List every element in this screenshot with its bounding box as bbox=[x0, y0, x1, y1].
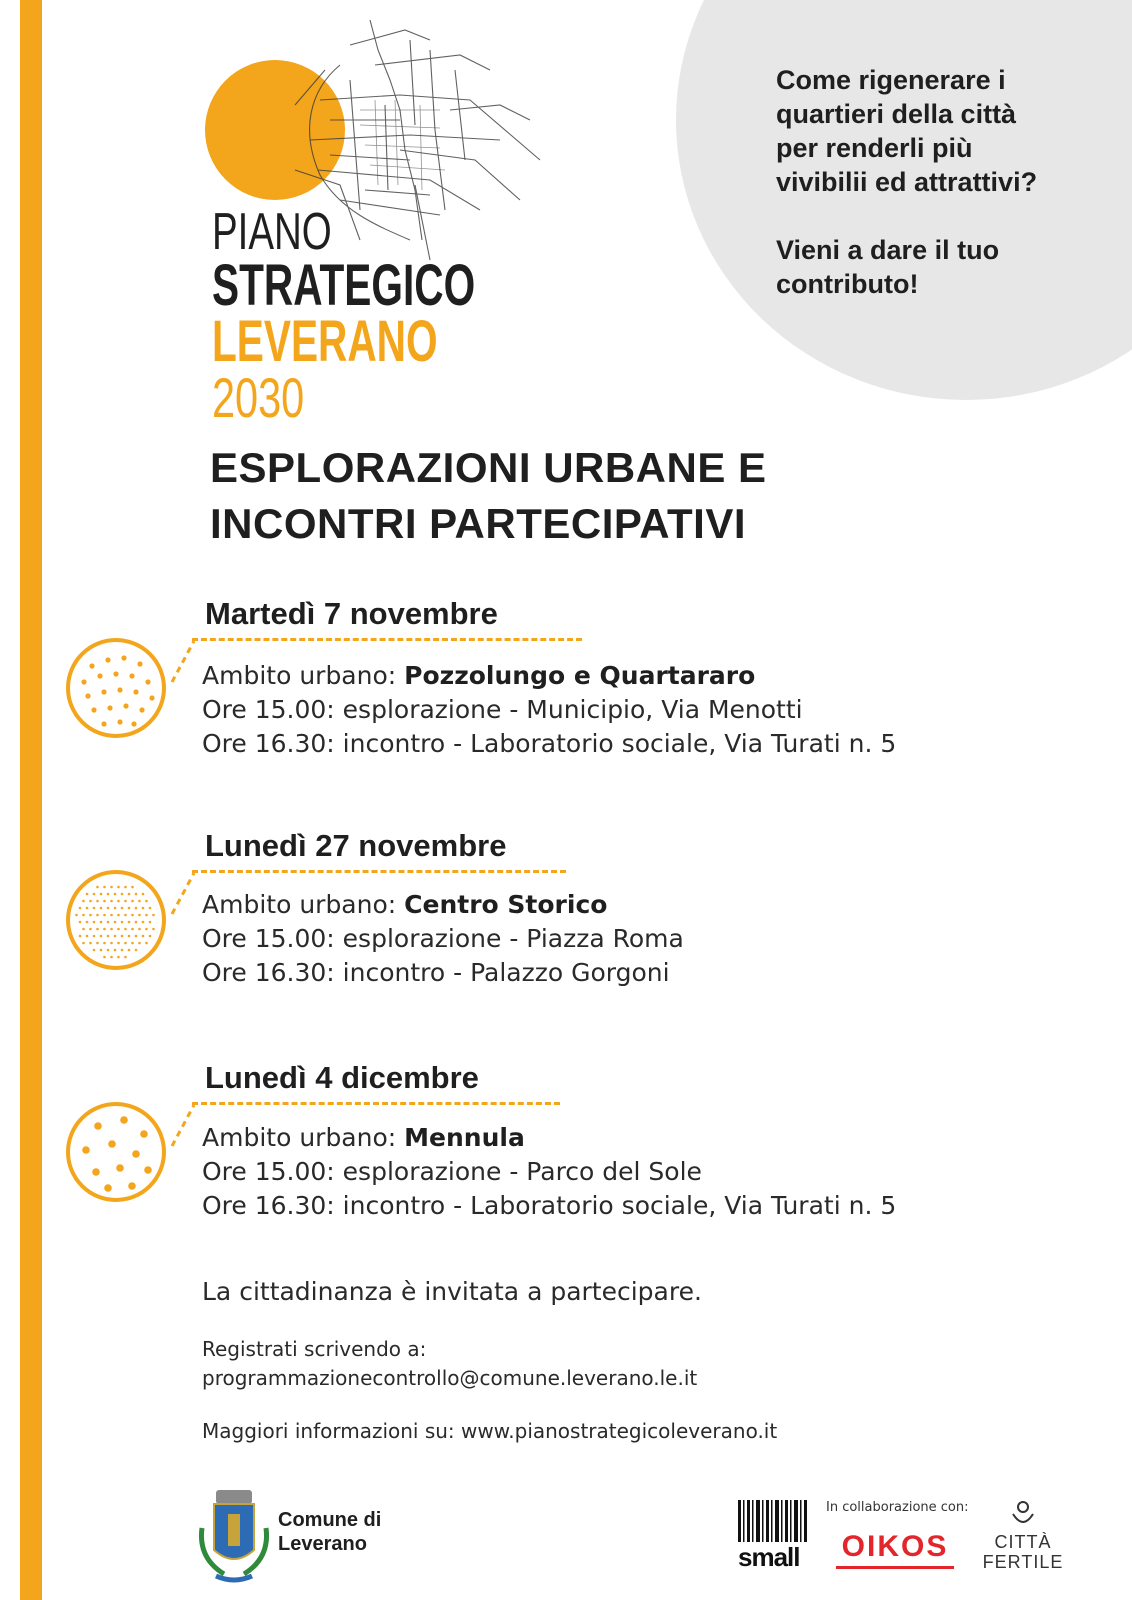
event-3-date: Lunedì 4 dicembre bbox=[205, 1060, 479, 1095]
registration-label: Registrati scrivendo a: bbox=[202, 1337, 427, 1361]
logo-word-piano: PIANO bbox=[212, 203, 332, 261]
event-1-ambito: Pozzolungo e Quartararo bbox=[404, 661, 756, 690]
event-1-divider bbox=[192, 638, 582, 641]
callout-question-1: Come rigenerare i bbox=[776, 65, 1006, 95]
event-3-ambito-label: Ambito urbano: bbox=[202, 1123, 397, 1152]
registration-email[interactable]: programmazionecontrollo@comune.leverano.le.it bbox=[202, 1366, 698, 1390]
oikos-underline bbox=[836, 1566, 954, 1569]
event-2-details bbox=[202, 888, 684, 990]
citta-fertile-logo bbox=[978, 1532, 1068, 1572]
event-2-date: Lunedì 27 novembre bbox=[205, 828, 507, 863]
event-3-meeting: Ore 16.30: incontro - Laboratorio sociale, Via Turati n. 5 bbox=[202, 1191, 897, 1220]
citta-line-2: FERTILE bbox=[982, 1552, 1064, 1572]
callout-question-4: vivibilii ed attrattivi? bbox=[776, 167, 1038, 197]
event-1-ambito-label: Ambito urbano: bbox=[202, 661, 397, 690]
event-3-exploration: Ore 15.00: esplorazione - Parco del Sole bbox=[202, 1157, 702, 1186]
comune-crest-icon bbox=[194, 1488, 274, 1588]
comune-line-1: Comune di bbox=[278, 1509, 382, 1531]
event-1-exploration: Ore 15.00: esplorazione - Municipio, Via Menotti bbox=[202, 695, 803, 724]
more-info-text[interactable]: Maggiori informazioni su: www.pianostrategicoleverano.it bbox=[202, 1419, 778, 1443]
event-3-ambito: Mennula bbox=[404, 1123, 525, 1152]
headline-line-2: INCONTRI PARTECIPATIVI bbox=[210, 500, 746, 547]
comune-line-2: Leverano bbox=[278, 1533, 367, 1555]
left-accent-bar bbox=[20, 0, 42, 1600]
small-barcode-icon bbox=[738, 1500, 810, 1542]
logo-wordmark bbox=[212, 203, 588, 429]
event-2-exploration: Ore 15.00: esplorazione - Piazza Roma bbox=[202, 924, 684, 953]
event-3-details bbox=[202, 1121, 896, 1223]
callout-question-3: per renderli più bbox=[776, 133, 973, 163]
collaboration-label: In collaborazione con: bbox=[826, 1500, 969, 1515]
event-1-date: Martedì 7 novembre bbox=[205, 596, 498, 631]
invitation-text: La cittadinanza è invitata a partecipare. bbox=[202, 1277, 702, 1306]
event-2-meeting: Ore 16.30: incontro - Palazzo Gorgoni bbox=[202, 958, 670, 987]
citta-fertile-figure-icon bbox=[1008, 1500, 1038, 1528]
small-logo-text: small bbox=[738, 1542, 800, 1572]
event-2-ambito: Centro Storico bbox=[404, 890, 608, 919]
registration-block bbox=[202, 1335, 697, 1393]
event-2-ambito-label: Ambito urbano: bbox=[202, 890, 397, 919]
comune-name bbox=[278, 1508, 381, 1556]
headline-line-1: ESPLORAZIONI URBANE E bbox=[210, 444, 767, 491]
callout-text bbox=[776, 63, 1106, 301]
main-headline bbox=[210, 440, 767, 552]
event-3-divider bbox=[192, 1102, 560, 1105]
oikos-logo: OIKOS bbox=[841, 1530, 949, 1563]
event-1-meeting: Ore 16.30: incontro - Laboratorio sociale, Via Turati n. 5 bbox=[202, 729, 897, 758]
logo-word-strategico: STRATEGICO bbox=[212, 253, 476, 318]
logo-word-leverano: LEVERANO bbox=[212, 309, 438, 374]
event-1-details bbox=[202, 659, 896, 761]
callout-question-2: quartieri della città bbox=[776, 99, 1017, 129]
callout-invite-2: contributo! bbox=[776, 269, 919, 299]
logo-word-year: 2030 bbox=[212, 366, 305, 429]
callout-invite-1: Vieni a dare il tuo bbox=[776, 235, 1000, 265]
event-2-divider bbox=[192, 870, 566, 873]
citta-line-1: CITTÀ bbox=[994, 1532, 1052, 1552]
